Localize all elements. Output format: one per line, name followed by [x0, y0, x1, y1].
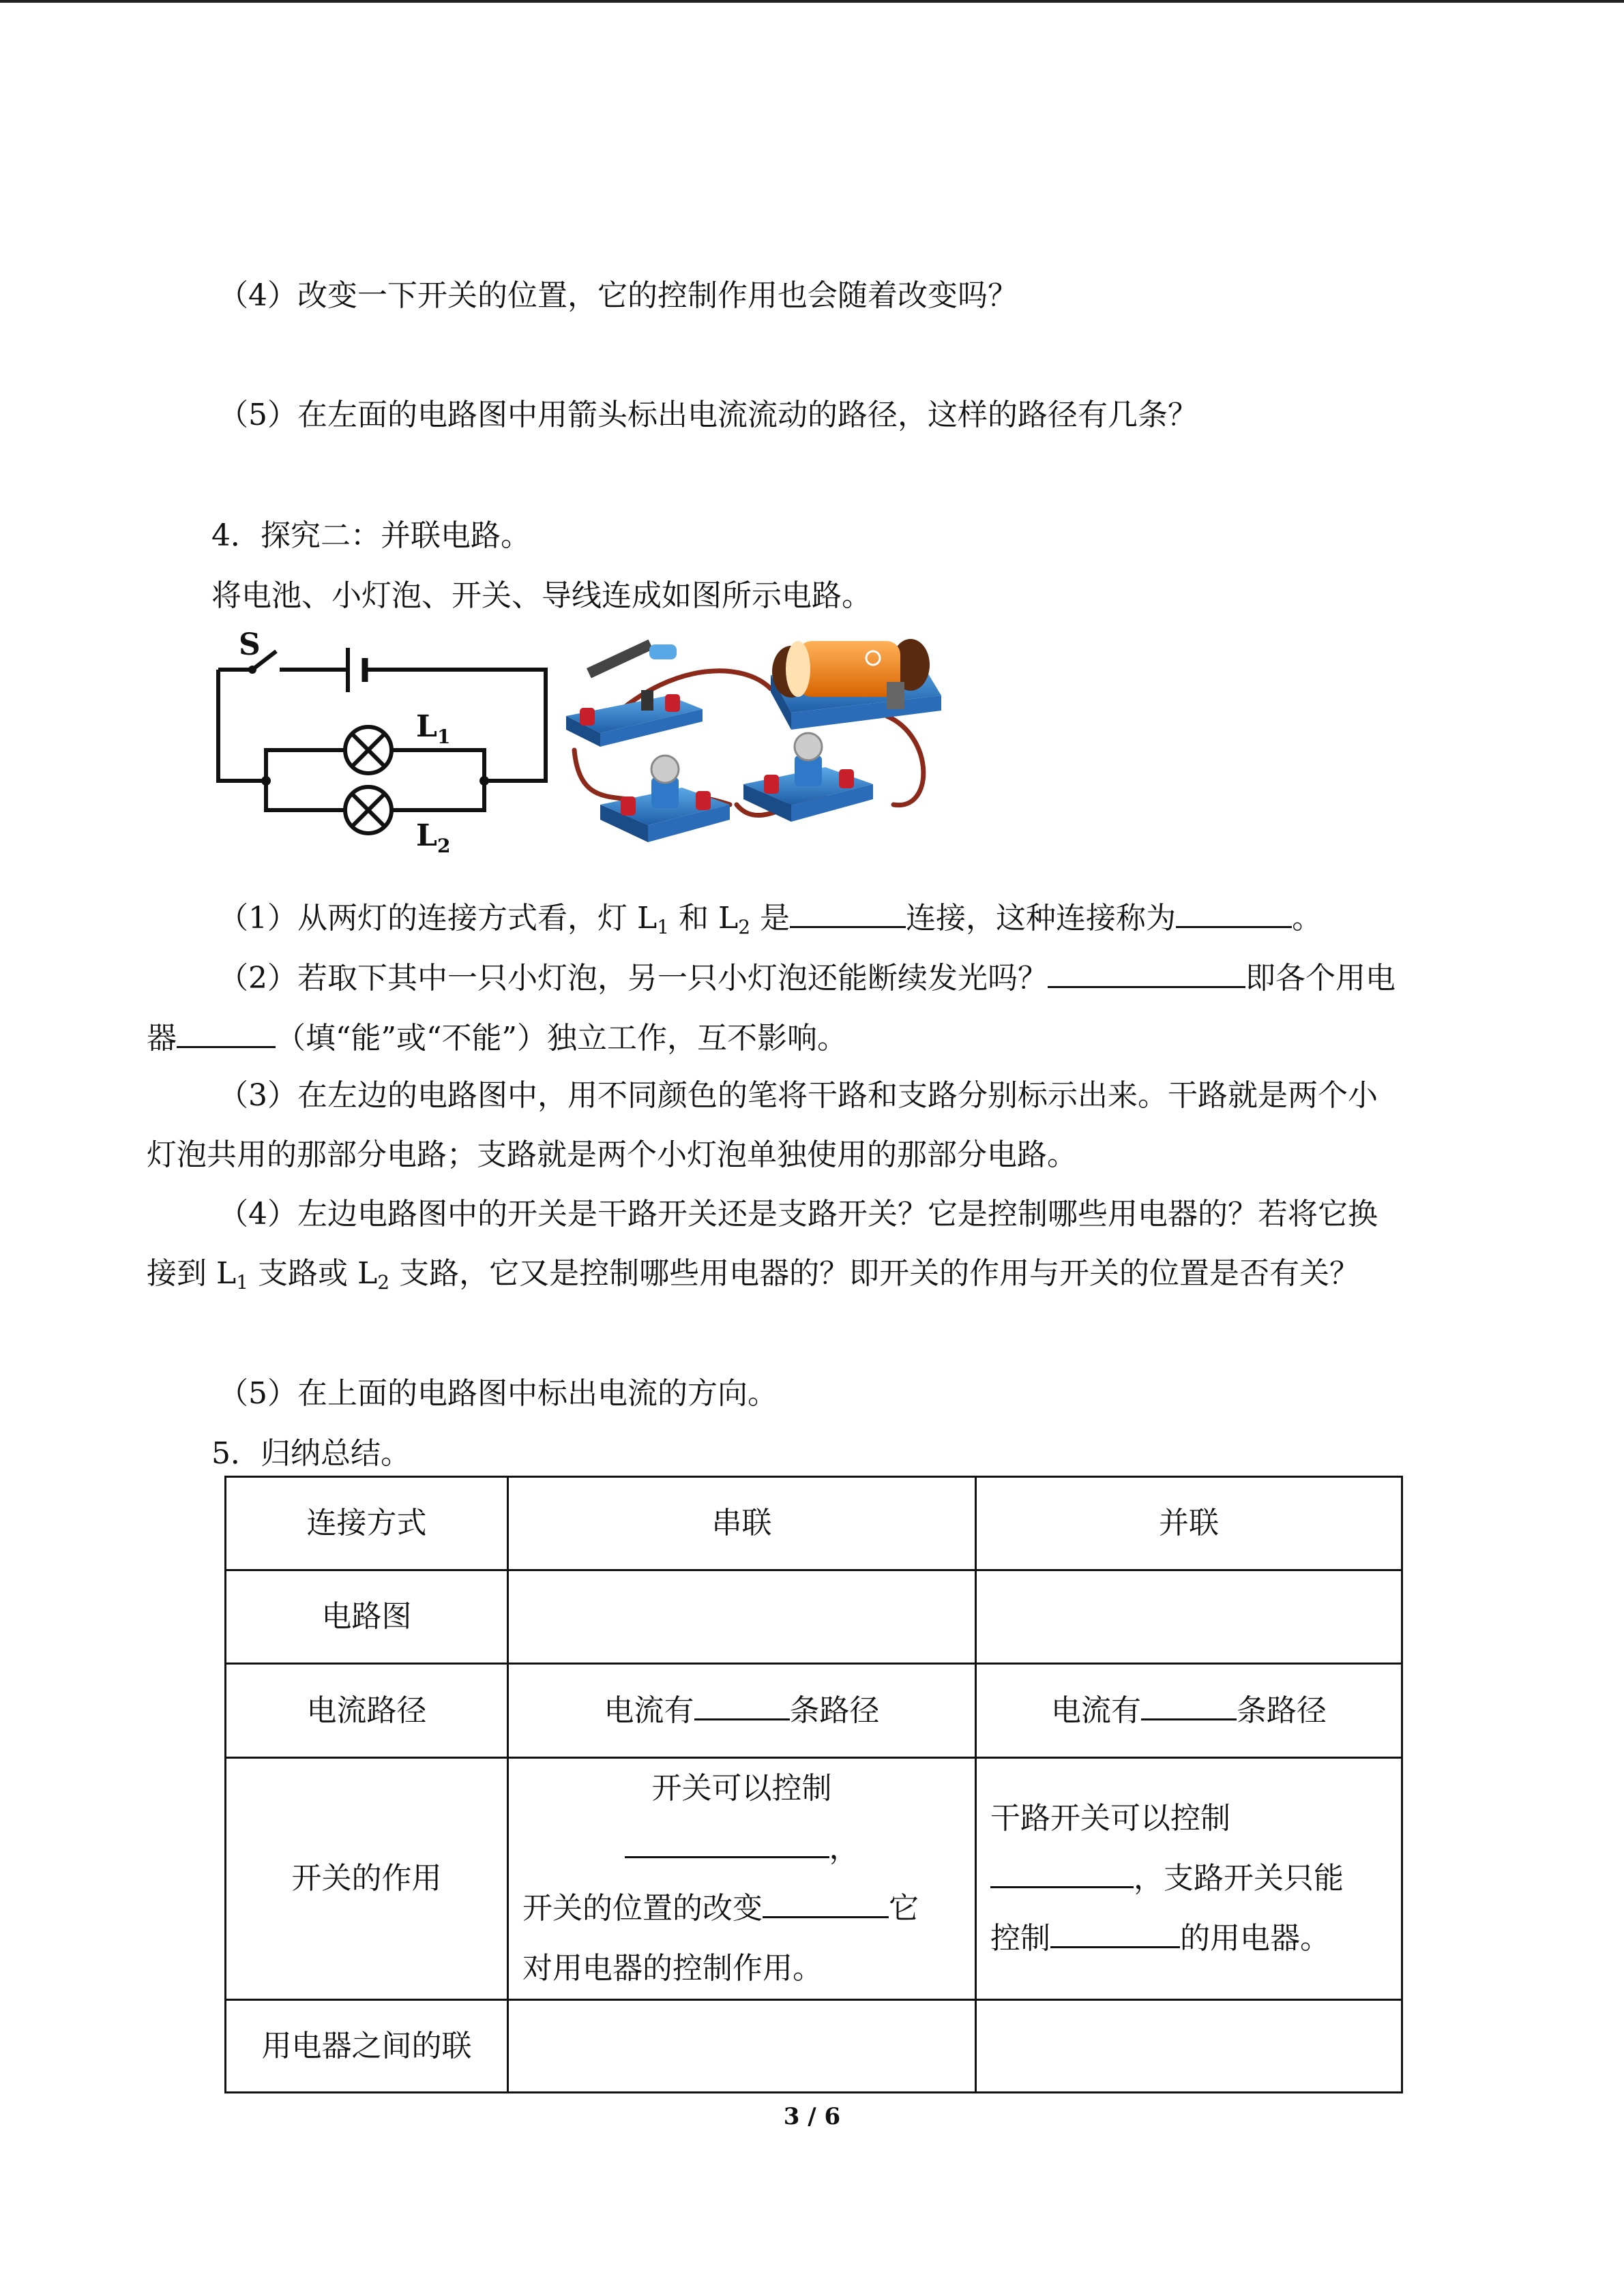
cell-parallel-relation[interactable] [976, 2000, 1402, 2093]
wire-top-right [365, 670, 546, 781]
parallel-question-2-line-2: 器 （填“能”或“不能”）独立工作，互不影响。 [147, 1016, 847, 1059]
question-5-current-path: （5）在左面的电路图中用箭头标出电流流动的路径，这样的路径有几条？ [218, 398, 1198, 432]
battery-icon [771, 639, 941, 730]
answer-blank[interactable] [790, 896, 906, 928]
answer-blank[interactable] [177, 1016, 276, 1048]
parallel-question-4-line-1: （4）左边电路图中的开关是干路开关还是支路开关？它是控制哪些用电器的？若将它换 [218, 1197, 1378, 1232]
answer-blank[interactable] [1050, 1916, 1180, 1948]
parallel-question-4-line-2: 接到 $L_1$ 支路或 $L_2$ 支路，它又是控制哪些用电器的？即开关的作用与开关的位置是否有关？ [147, 1256, 1360, 1294]
table-row-circuit [226, 1570, 1402, 1664]
header-series: 串联 [508, 1477, 976, 1570]
junction-left [261, 776, 271, 786]
knife-switch-icon [566, 640, 703, 747]
section-4-intro: 将电池、小灯泡、开关、导线连成如图所示电路。 [211, 578, 872, 613]
switch-label: S [239, 627, 261, 662]
table-row-path [226, 1664, 1402, 1758]
wire-photo-1 [574, 750, 648, 805]
question-4-switch-position: （4）改变一下开关的位置，它的控制作用也会随着改变吗？ [218, 278, 1018, 313]
wire-branch1-right [392, 750, 484, 781]
lamp-l2-label: $L_2$ [416, 818, 451, 852]
parallel-circuit-diagram [211, 627, 559, 852]
wire-branch2-left [266, 781, 344, 810]
table-row-switch [226, 1758, 1402, 2000]
answer-blank[interactable] [1141, 1688, 1237, 1720]
table-header-row [226, 1477, 1402, 1570]
junction-right [479, 776, 489, 786]
wire-left [218, 670, 266, 781]
parallel-question-3-line-1: （3）在左边的电路图中，用不同颜色的笔将干路和支路分别标示出来。干路就是两个小 [218, 1078, 1378, 1113]
cell-series-path: 电流有 条路径 [508, 1664, 976, 1758]
bulb-2-icon [743, 733, 873, 822]
answer-blank[interactable] [694, 1688, 790, 1720]
top-border [0, 0, 1624, 3]
header-parallel: 并联 [976, 1477, 1402, 1570]
wire-branch1-left [266, 750, 344, 781]
answer-blank[interactable] [763, 1886, 889, 1918]
answer-blank[interactable] [1048, 956, 1245, 988]
table-row-relation [226, 2000, 1402, 2093]
answer-blank[interactable] [1176, 896, 1292, 928]
page-number: 3 / 6 [783, 2103, 841, 2130]
answer-blank[interactable] [625, 1826, 829, 1858]
section-4-title: 4．探究二：并联电路。 [211, 518, 531, 553]
cell-parallel-switch: 干路开关可以控制 ，支路开关只能 控制 的用电器。 [976, 1758, 1402, 2000]
wire-branch2-right [392, 781, 484, 810]
lamp-l1-label: $L_1$ [416, 709, 451, 748]
row-label-relation: 用电器之间的联 [226, 2000, 508, 2093]
answer-blank[interactable] [990, 1856, 1134, 1888]
cell-series-relation[interactable] [508, 2000, 976, 2093]
parallel-question-1: （1）从两灯的连接方式看，灯 $L_1$ 和 $L_2$ 是 连接，这种连接称为 。 [218, 896, 1322, 939]
parallel-question-5: （5）在上面的电路图中标出电流的方向。 [218, 1376, 778, 1411]
summary-table [224, 1476, 1403, 2093]
cell-parallel-circuit[interactable] [976, 1570, 1402, 1664]
parallel-question-2-line-1: （2）若取下其中一只小灯泡，另一只小灯泡还能断续发光吗？ 即各个用电 [218, 956, 1396, 999]
row-label-circuit: 电路图 [226, 1570, 508, 1664]
header-connection-type: 连接方式 [226, 1477, 508, 1570]
cell-parallel-path: 电流有 条路径 [976, 1664, 1402, 1758]
parallel-question-3-line-2: 灯泡共用的那部分电路；支路就是两个小灯泡单独使用的那部分电路。 [147, 1137, 1077, 1172]
row-label-path: 电流路径 [226, 1664, 508, 1758]
section-5-title: 5．归纳总结。 [211, 1436, 411, 1471]
wire-photo-4 [887, 716, 924, 805]
cell-series-circuit[interactable] [508, 1570, 976, 1664]
row-label-switch: 开关的作用 [226, 1758, 508, 2000]
cell-series-switch: 开关可以控制 ， 开关的位置的改变 它 对用电器的控制作用。 [508, 1758, 976, 2000]
parallel-circuit-photo [566, 634, 948, 859]
